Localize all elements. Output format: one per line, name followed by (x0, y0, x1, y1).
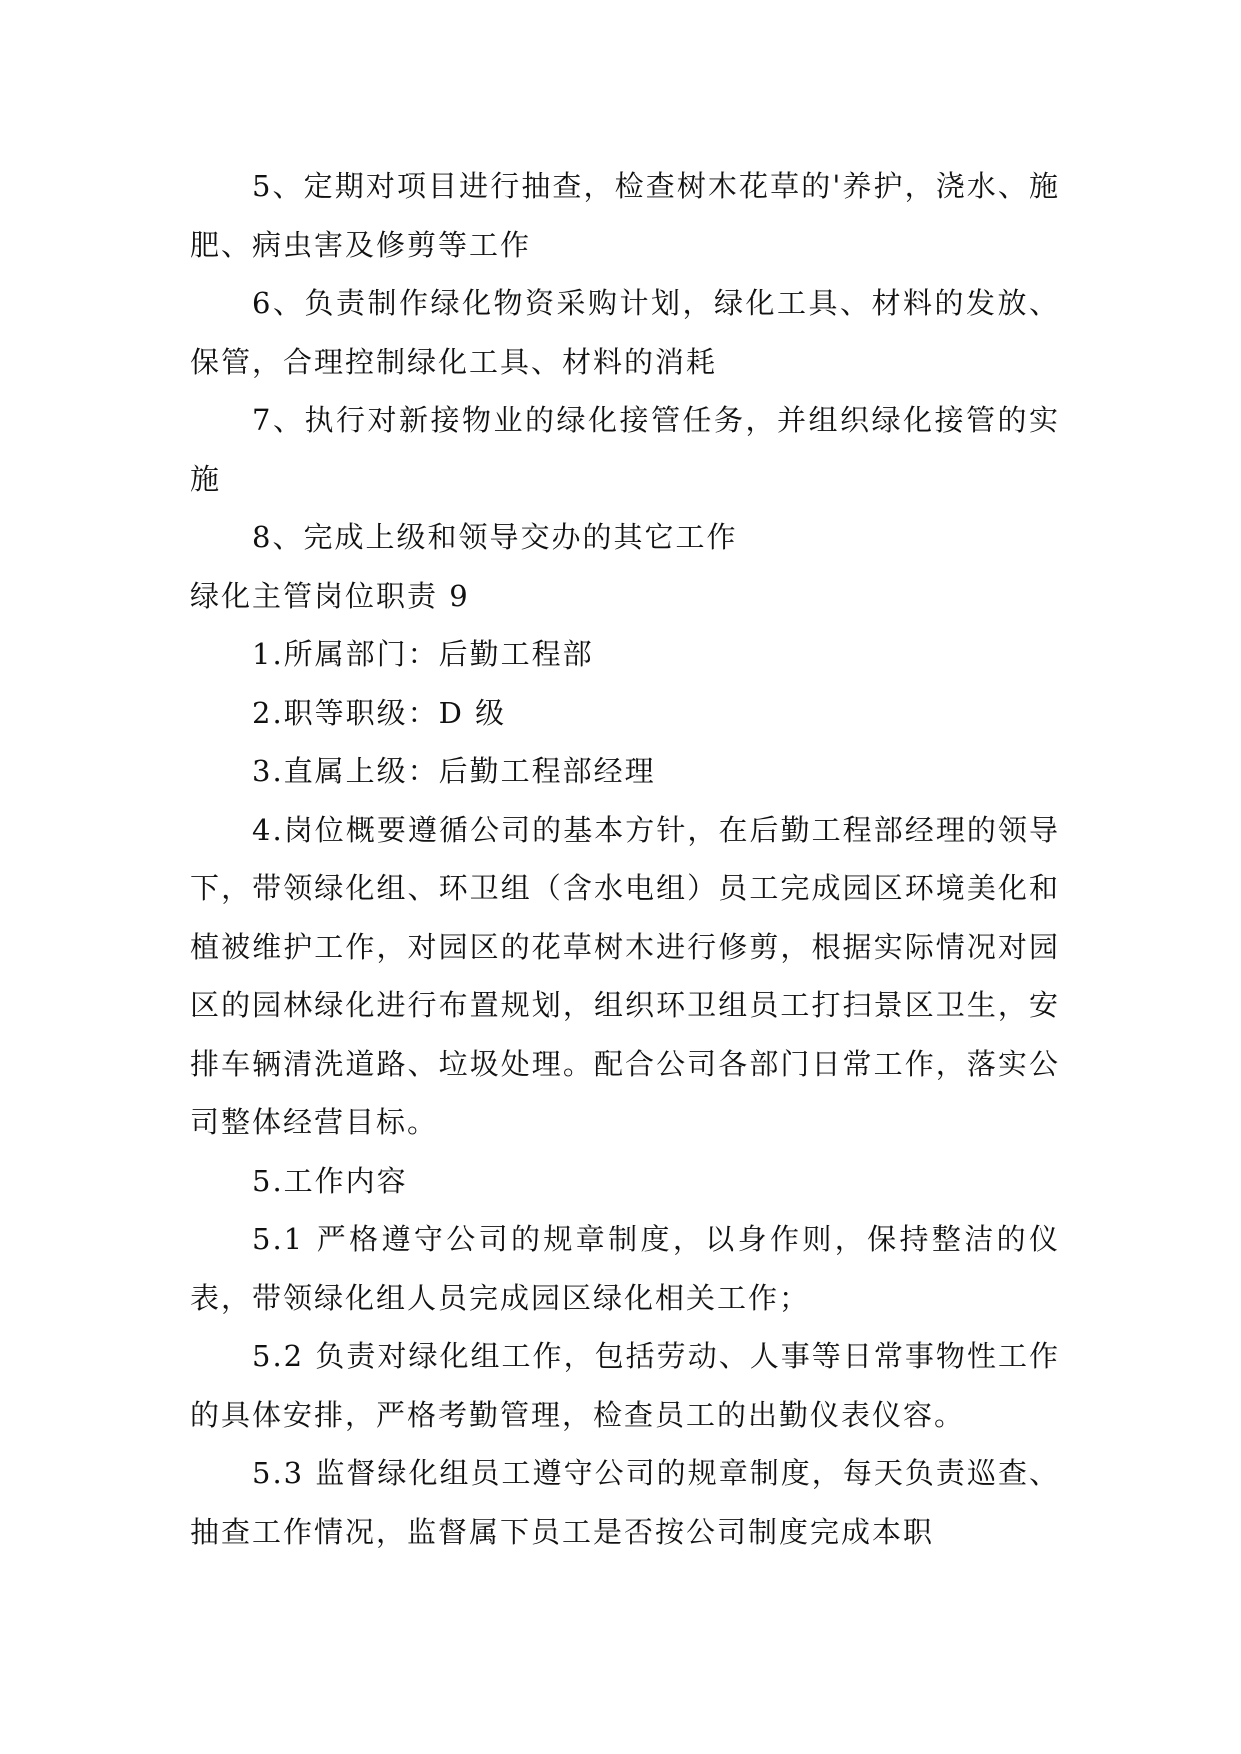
paragraph-5-3: 5.3 监督绿化组员工遵守公司的规章制度，每天负责巡查、抽查工作情况，监督属下员工是否按公司制度完成本职 (190, 1456, 1060, 1549)
paragraph-5-2: 5.2 负责对绿化组工作，包括劳动、人事等日常事物性工作的具体安排，严格考勤管理，检查员工的出勤仪表仪容。 (190, 1339, 1060, 1432)
paragraph-summary: 4.岗位概要遵循公司的基本方针，在后勤工程部经理的领导下，带领绿化组、环卫组（含水电组）员工完成园区环境美化和植被维护工作，对园区的花草树木进行修剪，根据实际情况对园区的园林绿化进行布置规划，组织环卫组员工打扫景区卫生，安排车辆清洗道路、垃圾处理。配合公司各部门日常工作，落实公司整体经营目标。 (190, 812, 1060, 1139)
paragraph-grade: 2.职等职级：D 级 (252, 695, 507, 730)
paragraph-item-8: 8、完成上级和领导交办的其它工作 (252, 520, 738, 554)
document-body (190, 157, 1060, 1561)
section-heading: 绿化主管岗位职责 9 (190, 578, 470, 613)
paragraph-item-6: 6、负责制作绿化物资采购计划，绿化工具、材料的发放、保管，合理控制绿化工具、材料的消耗 (190, 286, 1060, 379)
paragraph-5-1: 5.1 严格遵守公司的规章制度，以身作则，保持整洁的仪表，带领绿化组人员完成园区绿化相关工作； (190, 1222, 1060, 1315)
paragraph-item-7: 7、执行对新接物业的绿化接管任务，并组织绿化接管的实施 (190, 403, 1060, 496)
paragraph-supervisor: 3.直属上级：后勤工程部经理 (252, 754, 656, 788)
paragraph-department: 1.所属部门：后勤工程部 (252, 637, 594, 671)
paragraph-work-content-heading: 5.工作内容 (252, 1163, 408, 1198)
paragraph-item-5: 5、定期对项目进行抽查，检查树木花草的'养护，浇水、施肥、病虫害及修剪等工作 (190, 169, 1060, 262)
